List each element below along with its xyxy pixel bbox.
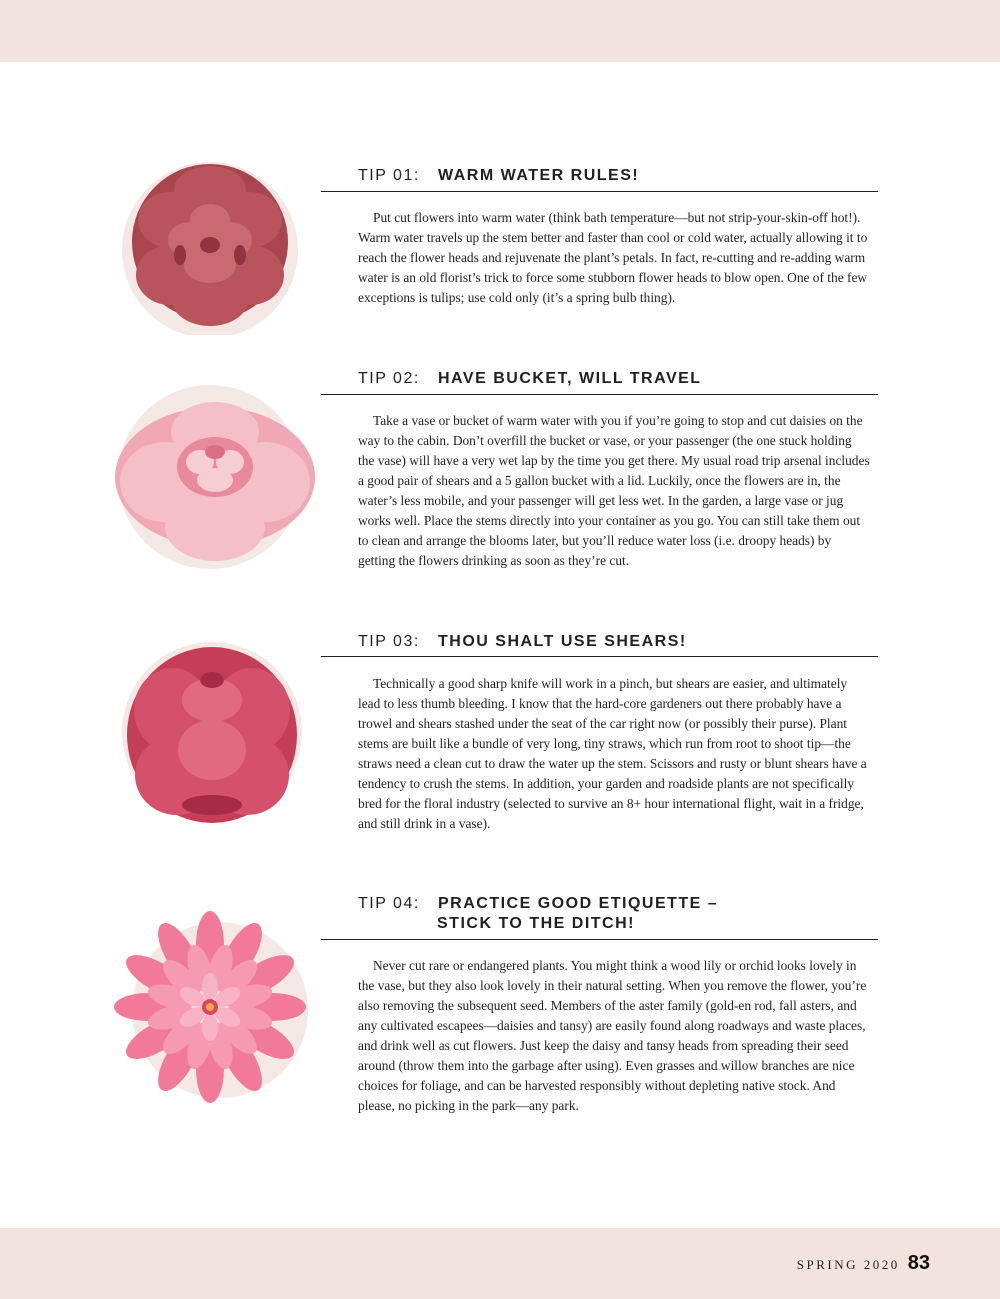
divider-rule xyxy=(321,656,878,657)
tip-title: WARM WATER RULES! xyxy=(438,167,640,184)
tip-01-body: Put cut flowers into warm water (think bath temperature—but not strip-your-skin-off hot!). Warm water travels up the stem better and faster than cool or cold water, actually allowing it to reach the flower heads and rejuvenate the plant’s petals. In fact, re-cutting and re-adding warm water is an old florist’s trick to force some stubborn flower heads to blow open. One of the few exceptions is tulips; use cold only (it’s a spring bulb thing). xyxy=(358,210,868,305)
divider-rule xyxy=(321,394,878,395)
tip-number: TIP 01: xyxy=(358,167,420,184)
tip-04-heading xyxy=(358,894,878,934)
tip-title: THOU SHALT USE SHEARS! xyxy=(438,633,687,650)
tip-01-heading xyxy=(358,166,878,186)
tip-title-line-2: STICK TO THE DITCH! xyxy=(437,915,635,932)
tip-02-heading xyxy=(358,369,878,389)
divider-rule xyxy=(321,939,878,940)
tip-number: TIP 04: xyxy=(358,895,420,912)
tip-03-body: Technically a good sharp knife will work in a pinch, but shears are easier, and ultimately lead to less thumb bleeding. I know that the hard-core gardeners out there probably have a trowel and shears stashed under the seat of the car right now (or possibly their purse). Plant stems are built like a bundle of very long, tiny straws, which run from root to shoot tip—the straws need a clean cut to draw the water up the stem. Scissors and rusty or blunt shears have a tendency to crush the stems. In addition, your garden and roadside plants are not specifically bred for the floral industry (selected to survive an 8+ hour international flight, wait in a fridge, and still drink in a vase). xyxy=(358,676,867,831)
divider-rule xyxy=(321,191,878,192)
tip-number: TIP 03: xyxy=(358,633,420,650)
tip-title: HAVE BUCKET, WILL TRAVEL xyxy=(438,370,702,387)
tip-03-heading xyxy=(358,632,878,652)
top-color-band xyxy=(0,0,1000,62)
pink-peony-image xyxy=(110,382,320,572)
page-number: 83 xyxy=(907,1252,930,1274)
issue-label: SPRING 2020 xyxy=(796,1257,900,1272)
peony-bud-image xyxy=(112,640,307,830)
tip-02-body: Take a vase or bucket of warm water with you if you’re going to stop and cut daisies on the way to the cabin. Don’t overfill the bucket or vase, or your passenger (the one stuck holding the vase) will have a very wet lap by the time you get there. My usual road trip arsenal includes a good pair of shears and a 5 gallon bucket with a lid. Luckily, once the flowers are in, the water’s less mobile, and your passenger will get less wet. In the garden, a large vase or jug works well. Place the stems directly into your container as you go. You can still take them out to clean and arrange the blooms later, but you’ll reduce water loss (i.e. droopy heads) by getting the flowers drinking as soon as they’re cut. xyxy=(358,413,870,568)
page-footer xyxy=(797,1252,930,1276)
tip-number: TIP 02: xyxy=(358,370,420,387)
red-peony-image xyxy=(110,150,310,335)
dahlia-image xyxy=(110,910,310,1105)
tip-04-body: Never cut rare or endangered plants. You might think a wood lily or orchid looks lovely in the vase, but they also look lovely in their natural setting. When you remove the flower, you’re also removing the subsequent seed. Members of the aster family (gold-en rod, fall asters, and any cultivated escapees—daisies and tansy) are easily found along roadways and waste places, and drink well as cut flowers. Just keep the daisy and tansy heads from spreading their seed around (throw them into the garbage after using). Even grasses and willow branches are nice choices for foliage, and can be harvested responsibly without depleting native stock. And please, no picking in the park—any park. xyxy=(358,958,867,1113)
tip-title: PRACTICE GOOD ETIQUETTE – xyxy=(438,895,719,912)
